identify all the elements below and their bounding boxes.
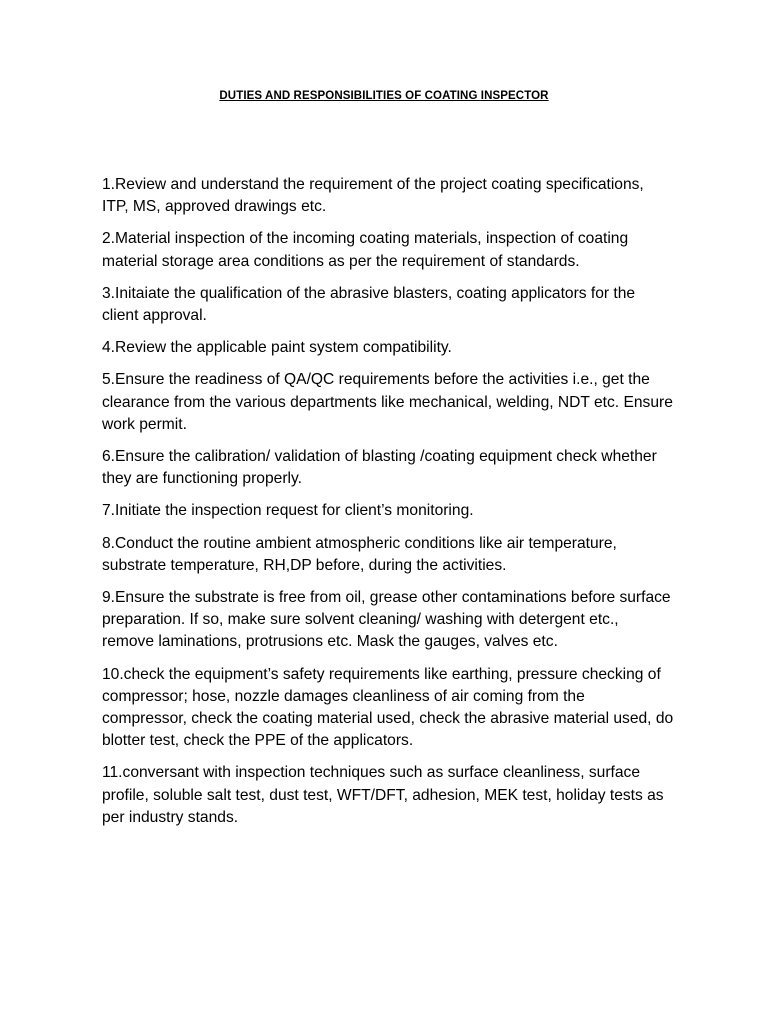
duty-item-5: 5.Ensure the readiness of QA/QC requirements before the activities i.e., get the clearance from the various departments like mechanical, welding, NDT etc. Ensure work permit.: [102, 371, 673, 433]
duties-list: [102, 174, 674, 839]
duty-item-8: 8.Conduct the routine ambient atmospheric conditions like air temperature, substrate temperature, RH,DP before, during the activities.: [102, 534, 617, 574]
duty-item-4: 4.Review the applicable paint system compatibility.: [102, 339, 452, 357]
duty-item-9: 9.Ensure the substrate is free from oil, grease other contaminations before surface preparation. If so, make sure solvent cleaning/ washing with detergent etc., remove laminations, protrusions etc. Mask the gauges, valves etc.: [102, 589, 671, 651]
duty-item-10: 10.check the equipment’s safety requirements like earthing, pressure checking of compressor; hose, nozzle damages cleanliness of air coming from the compressor, check the coating material used, check the abrasive material used, do blotter test, check the PPE of the applicators.: [102, 665, 674, 750]
duty-item-11: 11.conversant with inspection techniques such as surface cleanliness, surface profile, soluble salt test, dust test, WFT/DFT, adhesion, MEK test, holiday tests as per industry stands.: [102, 764, 664, 826]
duty-item-1: 1.Review and understand the requirement of the project coating specifications, ITP, MS, approved drawings etc.: [102, 176, 644, 216]
document-title: DUTIES AND RESPONSIBILITIES OF COATING INSPECTOR: [219, 90, 549, 102]
duty-item-6: 6.Ensure the calibration/ validation of blasting /coating equipment check whether they are functioning properly.: [102, 448, 657, 488]
duty-item-7: 7.Initiate the inspection request for client’s monitoring.: [102, 502, 474, 520]
duty-item-3: 3.Initaiate the qualification of the abrasive blasters, coating applicators for the client approval.: [102, 284, 636, 325]
duty-item-2: 2.Material inspection of the incoming coating materials, inspection of coating material storage area conditions as per the requirement of standards.: [102, 230, 629, 270]
